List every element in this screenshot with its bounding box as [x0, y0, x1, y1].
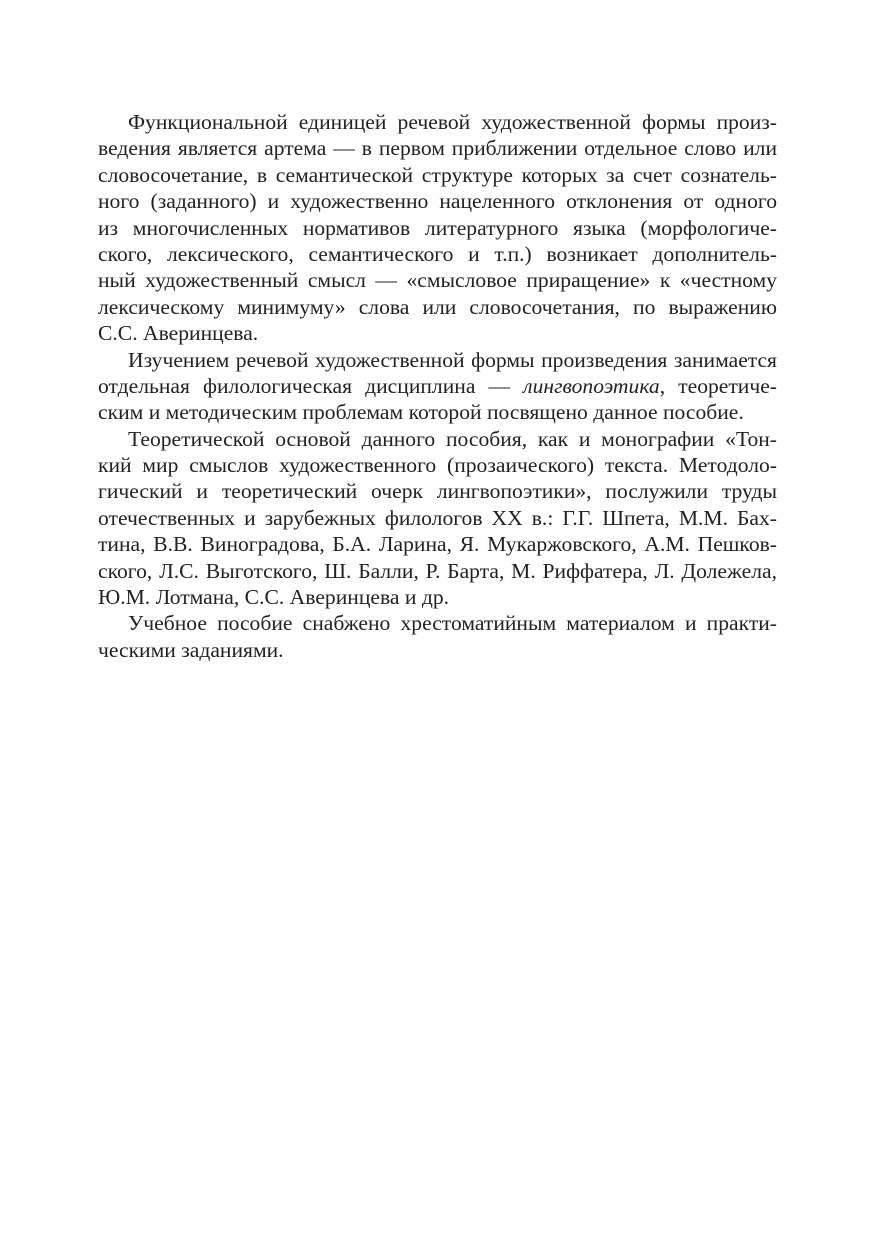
italic-term: лингвопоэтика: [523, 373, 660, 398]
text-line: лексическому минимуму» слова или словосочетания, по выражению: [98, 294, 777, 319]
text-line: ского, лексического, семантического и т.п.) возникает дополнитель-: [98, 241, 777, 266]
text-line: ческими заданиями.: [98, 637, 284, 662]
text-line: Изучением речевой художественной формы произведения занимается: [128, 347, 777, 372]
text-segment: отдельная филологическая дисциплина —: [98, 373, 524, 398]
text-line: ским и методическим проблемам которой посвящено данное пособие.: [98, 400, 744, 425]
paragraph-artema: [98, 109, 777, 347]
text-line: ного (заданного) и художественно нацеленного отклонения от одного: [98, 189, 777, 214]
text-line: [98, 373, 777, 399]
text-segment: , теоретиче-: [659, 373, 777, 398]
text-line: С.С. Аверинцева.: [98, 321, 259, 346]
text-line: Функциональной единицей речевой художественной формы произ-: [128, 110, 777, 134]
text-line: Теоретической основой данного пособия, как и монографии «Тон-: [128, 426, 777, 451]
text-line: ского, Л.С. Выготского, Ш. Балли, Р. Барта, М. Риффатера, Л. Долежела,: [98, 558, 777, 583]
text-line: тина, В.В. Виноградова, Б.А. Ларина, Я. Мукаржовского, А.М. Пешков-: [98, 532, 777, 557]
text-line: Ю.М. Лотмана, С.С. Аверинцева и др.: [98, 585, 450, 610]
paragraph-textbook-materials: [98, 610, 777, 663]
document-page: [98, 109, 777, 663]
paragraph-lingvopoetika: [98, 347, 777, 426]
text-line: из многочисленных нормативов литературного языка (морфологиче-: [98, 215, 777, 240]
text-line: ный художественный смысл — «смысловое приращение» к «честному: [98, 268, 777, 293]
text-line: отечественных и зарубежных филологов XX в.: Г.Г. Шпета, М.М. Бах-: [98, 505, 777, 530]
text-line: Учебное пособие снабжено хрестоматийным материалом и практи-: [128, 611, 777, 636]
text-line: ведения является артема — в первом приближении отдельное слово или: [98, 136, 777, 161]
text-line: словосочетание, в семантической структуре которых за счет сознатель-: [98, 162, 777, 187]
paragraph-theoretical-basis: [98, 426, 777, 611]
text-line: кий мир смыслов художественного (прозаического) текста. Методоло-: [98, 453, 777, 478]
text-line: гический и теоретический очерк лингвопоэтики», послужили труды: [98, 479, 777, 504]
